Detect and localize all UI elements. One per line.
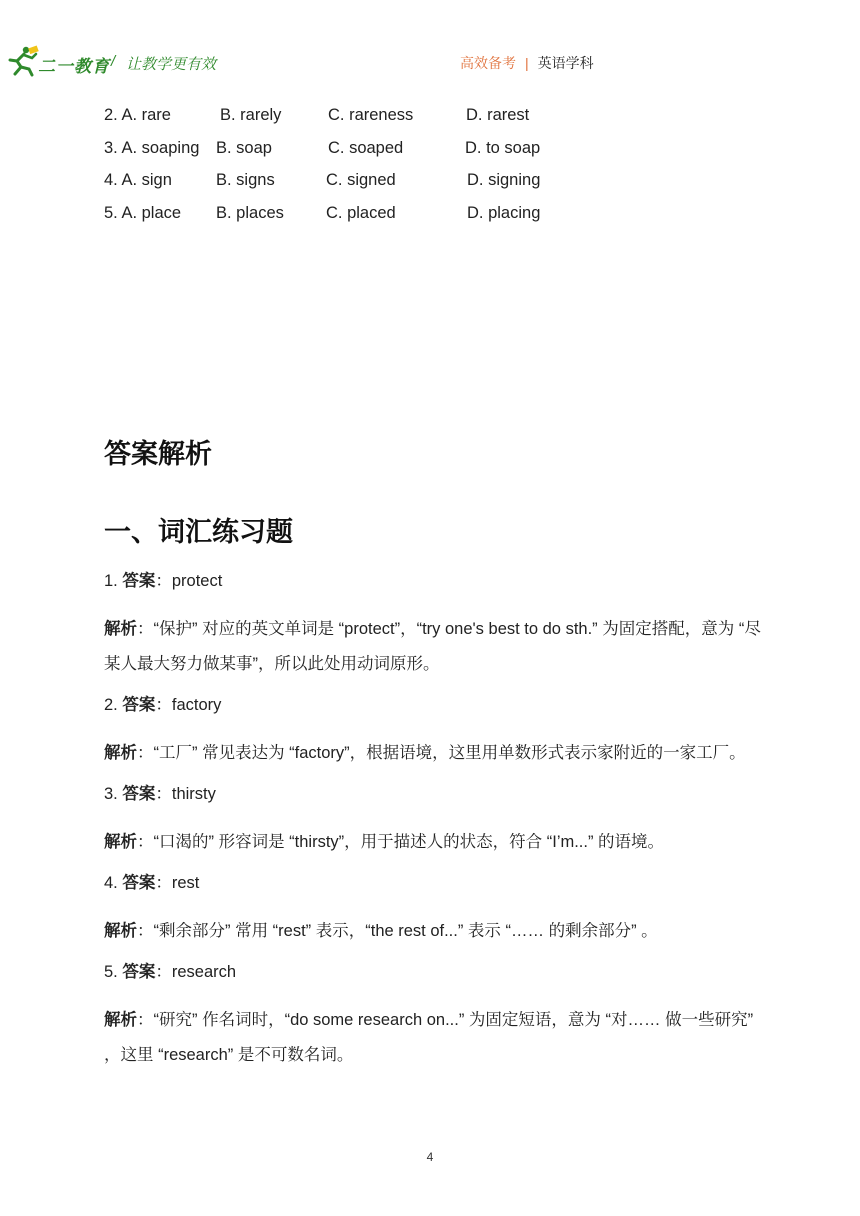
analysis-paragraph: 解析：“口渴的” 形容词是 “thirsty”，用于描述人的状态，符合 “I’m...” 的语境。 [104,833,665,851]
answer-list [104,568,764,1083]
option-d: D. placing [467,203,541,222]
option-b: B. soap [216,138,272,157]
header-exam-label: 高效备考 [460,55,516,71]
header-right [460,53,594,73]
answer-value: research [171,963,237,981]
option-b: B. places [216,203,284,222]
answer-label: 答案 [122,785,156,803]
brand-slogan: 让教学更有效 [126,56,217,73]
answer-line: 3. 答案：thirsty [104,785,216,803]
header-separator: | [525,55,529,71]
analysis-paragraph: 解析：“剩余部分” 常用 “rest” 表示，“the rest of...” 表示 “…… 的剩余部分” 。 [104,922,658,940]
analysis-text: “工厂” 常见表达为 “factory”，根据语境，这里用单数形式表示家附近的一家工厂。 [153,744,746,762]
option-c: C. soaped [328,138,404,157]
analysis-text: “口渴的” 形容词是 “thirsty”，用于描述人的状态，符合 “I’m...” 的语境。 [153,833,665,851]
header-subject-label: 英语学科 [537,55,594,71]
brand-name: 二一教育 [38,57,110,76]
option-number: 3. A. soaping [104,138,200,157]
brand-slash: / [111,53,116,70]
option-d: D. rarest [466,106,530,124]
option-c: C. placed [326,203,396,222]
answer-analysis-heading: 答案解析 [104,439,212,469]
analysis-text: “保护” 对应的英文单词是 “protect”，“try one's best to do sth.” 为固定搭配，意为 “尽某人最大努力做某事”，所以此处用动词原形。 [104,620,761,673]
analysis-paragraph: 解析：“工厂” 常见表达为 “factory”，根据语境，这里用单数形式表示家附近的一家工厂。 [104,744,746,762]
analysis-paragraph: 解析：“研究” 作名词时，“do some research on...” 为固定短语，意为 “对…… 做一些研究” ，这里 “research” 是不可数名词。 [104,1011,754,1064]
option-number: 2. A. rare [104,106,171,124]
page-number: 4 [426,1150,434,1164]
analysis-paragraph: 解析：“保护” 对应的英文单词是 “protect”，“try one's best to do sth.” 为固定搭配，意为 “尽某人最大努力做某事”，所以此处用动词原形。 [104,620,761,673]
running-person-logo-icon [2,45,40,77]
answer-line: 1. 答案：protect [104,572,223,590]
option-d: D. signing [467,171,541,190]
option-b: B. signs [216,171,275,190]
page-header [0,0,860,90]
analysis-label: 解析 [104,833,137,851]
answer-label: 答案 [122,572,156,590]
option-d: D. to soap [465,138,541,157]
analysis-text: “剩余部分” 常用 “rest” 表示，“the rest of...” 表示 “…… 的剩余部分” 。 [153,922,658,940]
answer-label: 答案 [122,696,156,714]
option-c: C. rareness [328,106,414,124]
answer-value: thirsty [171,785,216,803]
answer-label: 答案 [122,874,156,892]
option-b: B. rarely [220,106,282,124]
answer-label: 答案 [122,963,156,981]
answer-line: 5. 答案：research [104,963,237,981]
option-c: C. signed [326,171,396,190]
option-number: 4. A. sign [104,171,172,190]
answer-line: 4. 答案：rest [104,874,200,892]
answer-line: 2. 答案：factory [104,696,222,714]
vocabulary-section-heading: 一、词汇练习题 [104,517,293,547]
analysis-text: “研究” 作名词时，“do some research on...” 为固定短语，意为 “对…… 做一些研究” ，这里 “research” 是不可数名词。 [104,1011,754,1064]
option-number: 5. A. place [104,203,182,222]
answer-value: protect [171,572,223,590]
answer-value: rest [171,874,200,892]
answer-value: factory [171,696,222,714]
analysis-label: 解析 [104,620,137,638]
analysis-label: 解析 [104,744,137,762]
analysis-label: 解析 [104,1011,137,1029]
analysis-label: 解析 [104,922,137,940]
